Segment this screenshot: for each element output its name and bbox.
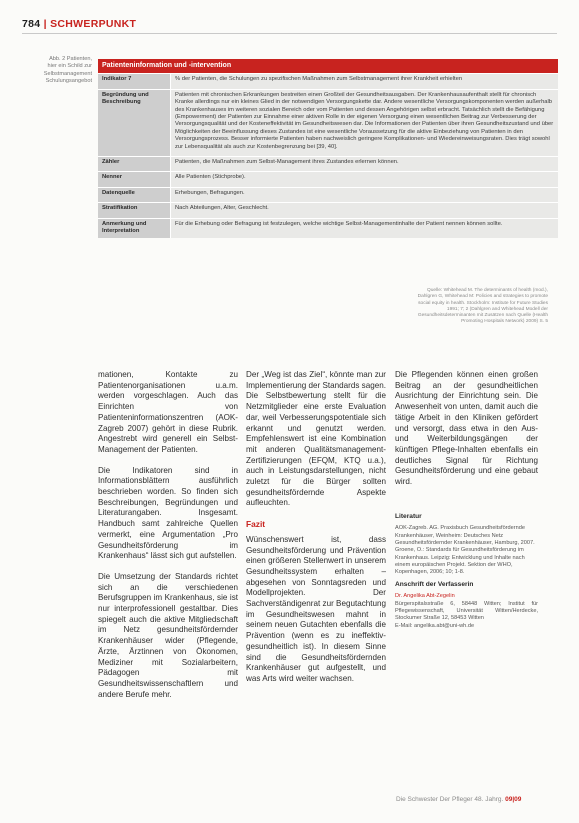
author-heading: Anschrift der Verfasserin [395,580,474,588]
paragraph: Wünschenswert ist, dass Gesundheitsförderung und Prävention einen größeren Stellenwert in unserem Gesundheitssystem erhalten – abgesehen von Sonntagsreden und Modellprojekten. Der Sachverständigenrat zur Begutachtung im Gesundheitswesen mahnt in seinem neuen Gutachten ebenfalls die Prävention (wenn es zu ineffektiv-gesundheitlich ist). In diesem Sinne sind die Gesundheitsfördernden Krankenhäuser gut aufgestellt, und was Arts wird weiter wachsen. [246,534,386,683]
paragraph: Die Pflegenden können einen großen Beitrag an der gesundheitlichen Ausrichtung der Einrichtung sein. Die Anwesenheit von unten, damit auch die tätige Arbeit in den Kliniken gefördert und versorgt, dass etwa in den Aus- und Weiterbildungsgängen der künftigen Pflege-Inhalten ebenfalls ein deutliches Signal für Richtung Gesundheitsförderung und eine gebaut wird. [395,370,538,487]
paragraph: Die Indikatoren sind in Informationsblättern ausführlich beschrieben worden. So finden sich Beschreibungen, Begründungen und Literaturangaben. Insgesamt. Handbuch samt zahlreiche Quellen vermerkt, eine Argumentation „Pro Gesundheitsförderung im Krankenhaus“ lässt sich gut aufstellen. [98,465,238,561]
table-row [98,187,558,202]
side-note: Abb. 2 Patienten, hier ein Schild zur Selbstmanagement Schulungsangebot [43,56,92,84]
row-label: Anmerkung und Interpretation [98,218,171,237]
journal-name: Die Schwester Der Pfleger 48. Jahrg. [396,796,506,803]
table-title-row [98,59,558,74]
literature-list: AOK-Zagreb. AG. Praxisbuch Gesundheitsfördernde Krankenhäuser, Weinheim: Deutsches Netz Gesundheitsfördernder Krankenhäuser, Hamburg, 2007. Groene, O.: Standards für Gesundheitsförderung im Krankenhaus. Leipzig: Entwicklung und Inhalte nach einem europäischen Projekt. Sektion der WHO, Kopenhagen, 2006; 10; 1-8. [395,525,535,576]
table-row [98,172,558,187]
literature-heading: Literatur [395,512,422,520]
row-label: Nenner [98,172,171,187]
row-value: Patienten mit chronischen Erkrankungen bestreiten einen Großteil der Gesundheitsausgaben. Der Krankenhausaufenthalt stellt für chronisch Kranke allerdings nur ein kleines Glied in der notwendigen Versorgungskette dar. Andere wesentliche Versorgungskomponenten werden außerhalb des Krankenhauses im weiteren sozialen Bereich oder vom Patienten und dessen Angehörigen selbst erbracht. Tatsächlich stellt die Befähigung (Empowerment) der Patienten zur Einnahme einer aktiven Rolle in der eigenen Versorgung einen wesentlichen Beitrag zur Verbesserung der Versorgungsqualität und der Kosteneffektivität im Gesundheitswesen dar. Die Informationen der Patienten über ihren Gesundheitszustand und über Möglichkeiten der Beeinflussung dieses Zustandes ist eine wesentliche Voraussetzung für die aktive Einbeziehung von Patienten in den Versorgungsprozess. Besser informierte Patienten haben nachweislich geringere Komplikationen- und Wiedereinweisungsraten. Dies trägt sowohl zur Lebensqualität als auch zur Kostenbegrenzung bei [39, 40]. [171,89,559,156]
table-row [98,203,558,218]
indicator-table [98,59,558,238]
row-value: Nach Abteilungen, Alter, Geschlecht. [171,203,559,218]
author-name: Dr. Angelika Abt-Zegelin [395,593,455,600]
row-label: Stratifikation [98,203,171,218]
paragraph: mationen, Kontakte zu Patientenorganisationen u.a.m. werden vorgeschlagen. Auch das Einrichten von Patienteninformationszentren (AOK-Zagreb 2007) gehört in diese Rubrik. Angestrebt wird generell ein Selbst-Management der Patienten. [98,370,238,454]
row-value: Für die Erhebung oder Befragung ist festzulegen, welche wichtige Selbst-Managementinhalte der Patient nennen können sollte. [171,218,559,237]
table-row [98,89,558,156]
row-label: Indikator 7 [98,74,171,89]
row-label: Begründung und Beschreibung [98,89,171,156]
body-column-3 [395,370,538,630]
header-separator: | [40,18,51,30]
body-column-2 [246,370,386,695]
table-title: Patienteninformation und -intervention [98,59,558,74]
author-address: Bürgerspitalsstraße 6, 58448 Witten; Institut für Pflegewissenschaft, Universität Witten/Herdecke, Stockumer Straße 12, 58453 Witten [395,600,538,622]
table-row [98,157,558,172]
table-row [98,218,558,237]
issue-number: 09|09 [505,796,522,803]
row-label: Zähler [98,157,171,172]
row-label: Datenquelle [98,187,171,202]
paragraph: Die Umsetzung der Standards richtet sich an die verschiedenen Berufsgruppen im Krankenhaus, sie ist nur interprofessionell gestaltbar. Dies spiegelt auch die aktive Mitgliedschaft im Netz gesundheitsfördernder Krankenhäuser wider (Pflegende, Ärzte, Ärztinnen von Ökonomen, Mediziner mit Sozialarbeitern, Pädagogen mit Gesundheitswissenschaftlern und andere Berufe mehr. [98,571,238,699]
row-value: Erhebungen, Befragungen. [171,187,559,202]
page-footer [396,796,521,803]
row-value: % der Patienten, die Schulungen zu spezifischen Maßnahmen zum Selbstmanagement ihrer Krankheit erhielten [171,74,559,89]
author-email[interactable]: E-Mail: angelika.abt@uni-wh.de [395,622,475,629]
section-name: SCHWERPUNKT [50,18,137,30]
fazit-heading: Fazit [246,519,266,530]
page-number: 784 [22,18,41,30]
row-value: Patienten, die Maßnahmen zum Selbst-Management ihres Zustandes erlernen können. [171,157,559,172]
page-header [22,18,136,30]
header-rule [22,33,557,34]
paragraph: Der „Weg ist das Ziel“, könnte man zur Implementierung der Standards sagen. Die Selbstbewertung stellt für die Netzmitglieder eine erste Evaluation dar, weil Verbesserungspotentiale sich erkannt und genutzt werden. Empfehlenswert ist eine Kombination mit anderen Qualitätsmanagement-Zertifizierungen (EFQM, KTQ u.a.), auch in Leistungsdarstellungen, nicht zuletzt für die Bürger sollten gesundheitsfördernde Aspekte aufleuchten. [246,370,386,508]
figure-caption: Quelle: Whitehead M. The determinants of health (mod.), Dahlgren G, Whitehead M: Policies and strategies to promote social equity in health. Stockholm: Institute for Future Studies 1991; 7; 2 (Dahlgren and Whitehead Modell der Gesundheitsdeterminanten mit Zusätzen nach Quelle (Health Promoting Hospitals Network) 2009) S. 5 [417,288,548,325]
table-row [98,74,558,89]
body-column-1 [98,370,238,710]
author-contact [395,593,538,630]
row-value: Alle Patienten (Stichprobe). [171,172,559,187]
